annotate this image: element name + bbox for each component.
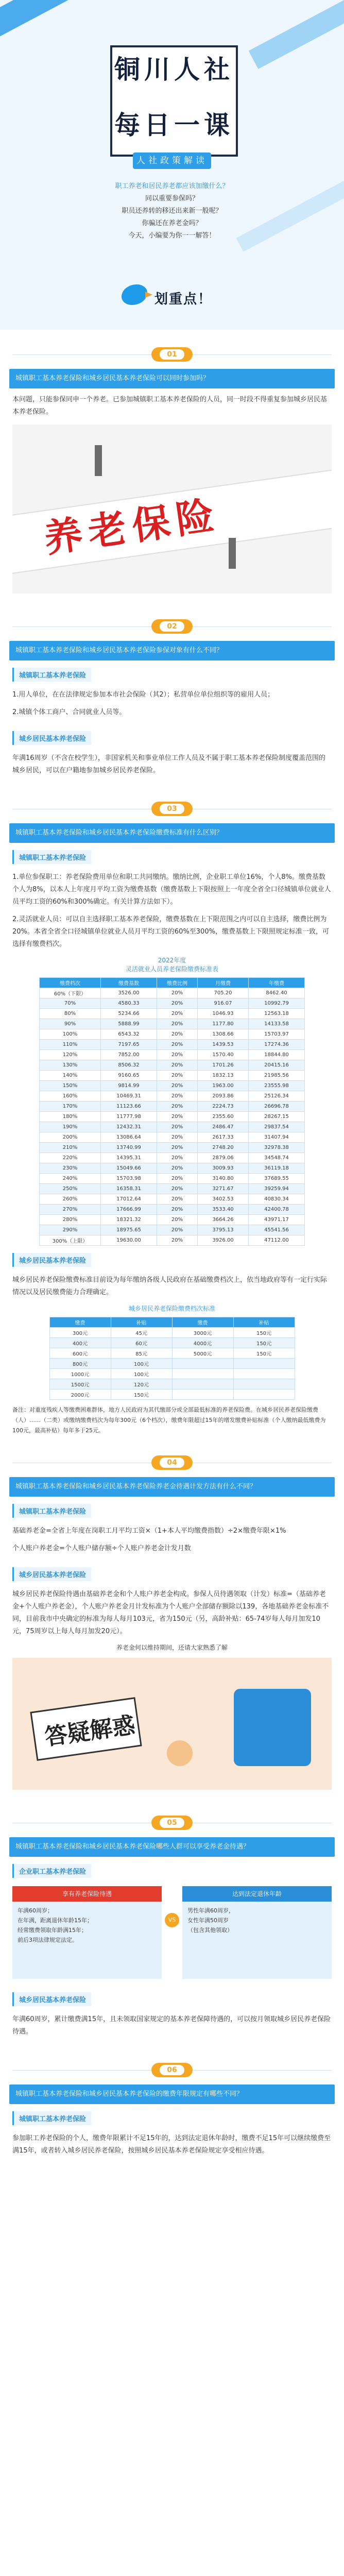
page-title: 铜川人社 xyxy=(114,55,234,84)
table-header-cell: 月缴费 xyxy=(198,978,249,988)
section-number xyxy=(0,612,344,641)
table-cell: 3795.13 xyxy=(198,1225,249,1235)
table-cell: 5000元 xyxy=(172,1348,233,1359)
table-row xyxy=(40,1163,305,1174)
table-row xyxy=(40,1122,305,1132)
table-cell xyxy=(172,1389,233,1400)
table-cell: 140% xyxy=(40,1071,101,1081)
text-block xyxy=(0,2013,344,2038)
table-cell: 6543.32 xyxy=(101,1029,157,1040)
compare-right-text: 男性年满60周岁， 女性年满50周岁 （包含其他领取） xyxy=(187,1907,234,1934)
table-cell: 230% xyxy=(40,1163,101,1174)
table-cell: 29837.54 xyxy=(249,1122,305,1132)
table-cell: 19630.00 xyxy=(101,1235,157,1246)
question-bar: 城镇职工基本养老保险和城乡居民基本养老保险参保对象有什么不同？ xyxy=(9,641,335,660)
table-cell: 20% xyxy=(157,1132,198,1143)
section-01 xyxy=(0,330,344,594)
header-banner xyxy=(0,0,344,330)
comic-character xyxy=(234,1689,311,1766)
table-cell: 14395.31 xyxy=(101,1153,157,1163)
table-cell: 70% xyxy=(40,998,101,1009)
text: 2.灵活就业人员：可以自主选择职工基本养老保险，缴费基数在上下限范围之内可以自主选择，缴费比例为20%。本省全省全口径城镇单位就业人员月平均工资的60%至300%，缴费基数上下限照规定标准一致，可选择有缴费档次。 xyxy=(12,916,329,948)
table-cell: 280% xyxy=(40,1215,101,1225)
comparison-panel xyxy=(12,1886,332,1979)
number-text: 01 xyxy=(160,349,184,360)
text-block xyxy=(0,689,344,719)
table-cell: 150元 xyxy=(233,1348,295,1359)
text: 参加职工养老保险的个人，缴费年限累计不足15年的，达到法定退休年龄时，缴费不足15年可以继续缴费至满15年，或者转入城乡居民养老保险，按照城乡居民基本养老保险规定享受相应待遇。 xyxy=(12,2134,331,2155)
text: 1.用人单位，在在法律规定参加本市社会保险（其2）；私营单位单位组织等的雇用人员； xyxy=(12,691,274,699)
table-cell: 180% xyxy=(40,1112,101,1122)
table-header-cell: 补贴 xyxy=(111,1317,172,1328)
table-cell: 2879.06 xyxy=(198,1153,249,1163)
table-title: 城乡居民养老保险缴费档次标准 xyxy=(128,1305,215,1312)
text: 2.城镇个体工商户、合同就业人员等。 xyxy=(12,708,126,716)
table-cell: 220% xyxy=(40,1153,101,1163)
table-header-cell: 缴费比例 xyxy=(157,978,198,988)
table-cell: 100元 xyxy=(111,1369,172,1379)
table-cell: 20% xyxy=(157,1060,198,1071)
table-cell: 1000元 xyxy=(49,1369,111,1379)
table-cell: 400元 xyxy=(49,1338,111,1348)
table-cell: 20% xyxy=(157,1122,198,1132)
table-cell: 300%（上限） xyxy=(40,1235,101,1246)
table-cell: 8506.32 xyxy=(101,1060,157,1071)
table-cell: 290% xyxy=(40,1225,101,1235)
table-row xyxy=(40,1040,305,1050)
table-cell: 2617.33 xyxy=(198,1132,249,1143)
comic-caption: 养老金何以维持期间，还请大家熟悉了解 xyxy=(116,1644,228,1651)
table-cell: 17012.64 xyxy=(101,1194,157,1205)
table-row xyxy=(40,1019,305,1029)
table-row xyxy=(40,1132,305,1143)
table-row xyxy=(40,1091,305,1101)
table-cell: 11123.66 xyxy=(101,1101,157,1112)
section-number xyxy=(0,2056,344,2084)
subhead: 城镇职工基本养老保险 xyxy=(12,2111,91,2125)
table-cell: 80% xyxy=(40,1009,101,1019)
table-cell: 1439.53 xyxy=(198,1040,249,1050)
table-cell: 150元 xyxy=(233,1338,295,1348)
table-cell: 23555.98 xyxy=(249,1081,305,1091)
table-cell: 2093.86 xyxy=(198,1091,249,1101)
table-cell: 7852.00 xyxy=(101,1050,157,1060)
table-cell: 18321.32 xyxy=(101,1215,157,1225)
table-cell: 20% xyxy=(157,1143,198,1153)
subtitle-badge: 人社政策解读 xyxy=(133,152,211,169)
table-cell: 20% xyxy=(157,1215,198,1225)
table-row xyxy=(49,1348,295,1359)
table-cell: 2355.60 xyxy=(198,1112,249,1122)
compare-left xyxy=(12,1886,162,1979)
table-row xyxy=(40,1143,305,1153)
title-box xyxy=(110,103,238,157)
question-bar: 城镇职工基本养老保险和城乡居民基本养老保险哪些人群可以享受养老金待遇？ xyxy=(9,1837,335,1857)
table-row xyxy=(40,1112,305,1122)
table-cell: 2486.47 xyxy=(198,1122,249,1132)
note-text: 备注：对重度残疾人等缴费困难群体，地方人民政府为其代缴部分或全部最低标准的养老保险费。在城乡居民养老保险缴费（人）……（二类）或缴纳缴费档次为每年300元（6个档次），缴费年限超过15年的增发缴费补贴标准（个人缴纳最低缴费为100元，最高补贴）每年多于25元。 xyxy=(12,1406,326,1434)
compare-left-text: 年满60周岁； 在年满，距离退休年龄15年； 经常缴费领取年龄满15年； 前后3项法律规定法定。 xyxy=(18,1907,93,1943)
table-cell: 3526.00 xyxy=(101,988,157,998)
intro-line: 今天，小编要为你一一解答！ xyxy=(128,232,216,240)
number-text: 06 xyxy=(160,2065,184,2075)
table-cell: 1308.66 xyxy=(198,1029,249,1040)
section-number xyxy=(0,1448,344,1477)
table-cell: 20% xyxy=(157,1112,198,1122)
text-block xyxy=(0,871,344,951)
table-cell: 10469.31 xyxy=(101,1091,157,1101)
table-cell: 3000元 xyxy=(172,1328,233,1338)
section-number xyxy=(0,340,344,369)
decor-stripe xyxy=(249,0,344,69)
table-cell: 1570.40 xyxy=(198,1050,249,1060)
number-text: 05 xyxy=(160,1818,184,1828)
table-title-text: 灵活就业人员养老保险缴费标准表 xyxy=(125,965,218,973)
contribution-table xyxy=(39,977,305,1246)
table-cell: 18844.80 xyxy=(249,1050,305,1060)
table-cell: 9814.99 xyxy=(101,1081,157,1091)
section-05 xyxy=(0,1796,344,2038)
table-cell: 11777.98 xyxy=(101,1112,157,1122)
table-cell: 7197.65 xyxy=(101,1040,157,1050)
table-cell: 13086.64 xyxy=(101,1132,157,1143)
table-row xyxy=(40,1060,305,1071)
table-row xyxy=(40,1153,305,1163)
comic-image xyxy=(12,1658,332,1790)
table-cell: 4000元 xyxy=(172,1338,233,1348)
table-cell: 90% xyxy=(40,1019,101,1029)
number-badge xyxy=(151,347,193,362)
table-cell: 20% xyxy=(157,1040,198,1050)
table-cell: 3926.00 xyxy=(198,1235,249,1246)
table-cell: 150元 xyxy=(111,1389,172,1400)
highlight-title: 划重点！ xyxy=(154,292,213,307)
comic-face-icon xyxy=(167,1740,193,1766)
subhead: 城乡居民基本养老保险 xyxy=(12,1992,91,2006)
table-cell xyxy=(233,1359,295,1369)
number-badge xyxy=(151,1816,193,1830)
section-03 xyxy=(0,782,344,1436)
table-row xyxy=(40,1071,305,1081)
table-cell: 3402.53 xyxy=(198,1194,249,1205)
intro-text xyxy=(0,180,344,242)
vs-badge: VS xyxy=(165,1913,179,1927)
compare-left-header: 享有养老保险待遇 xyxy=(12,1886,162,1902)
table-row xyxy=(49,1359,295,1369)
table-cell: 9160.65 xyxy=(101,1071,157,1081)
table-cell: 300元 xyxy=(49,1328,111,1338)
comic-label: 答疑解惑 xyxy=(43,1711,137,1751)
number-badge xyxy=(151,619,193,634)
table-cell: 3140.80 xyxy=(198,1174,249,1184)
table-cell: 260% xyxy=(40,1194,101,1205)
table-cell: 200% xyxy=(40,1132,101,1143)
table-cell: 20% xyxy=(157,1091,198,1101)
table-cell: 28267.15 xyxy=(249,1112,305,1122)
table-header-cell: 缴费基数 xyxy=(101,978,157,988)
table-row xyxy=(40,1101,305,1112)
pension-image xyxy=(12,425,332,594)
table-cell: 1177.80 xyxy=(198,1019,249,1029)
table-cell: 5888.99 xyxy=(101,1019,157,1029)
table-cell: 600元 xyxy=(49,1348,111,1359)
text: 1.单位参保职工：养老保险费用单位和职工共同缴纳。缴纳比例，企业职工单位16%，个人8%。缴费基数个人为8%，以本人上年度月平均工资为缴费基数（缴费基数上下限按照上一年度全省全口径城镇单位就业人员平均工资的60%和300%确定。有关计算方法如下）。 xyxy=(12,873,331,906)
section-02 xyxy=(0,600,344,777)
table-header-cell: 缴费 xyxy=(49,1317,111,1328)
table-cell xyxy=(172,1379,233,1389)
table-cell: 85元 xyxy=(111,1348,172,1359)
table-cell: 15703.97 xyxy=(249,1029,305,1040)
table-header-cell: 补贴 xyxy=(233,1317,295,1328)
table-row xyxy=(40,998,305,1009)
table-header-cell: 年缴费 xyxy=(249,978,305,988)
table-cell: 800元 xyxy=(49,1359,111,1369)
table-cell: 1701.26 xyxy=(198,1060,249,1071)
table-cell: 37689.55 xyxy=(249,1174,305,1184)
subhead: 城乡居民基本养老保险 xyxy=(12,731,91,745)
table-row xyxy=(40,1205,305,1215)
table-title xyxy=(0,956,344,973)
table-row xyxy=(40,1029,305,1040)
table-cell: 60元 xyxy=(111,1338,172,1348)
text-block xyxy=(0,2132,344,2157)
table-cell: 20% xyxy=(157,998,198,1009)
figure-person-icon xyxy=(95,445,102,476)
table-cell: 39259.94 xyxy=(249,1184,305,1194)
table-cell: 14133.58 xyxy=(249,1019,305,1029)
table-cell: 130% xyxy=(40,1060,101,1071)
question-bar: 城镇职工基本养老保险和城乡居民基本养老保险的缴费年限规定有哪些不同？ xyxy=(9,2084,335,2104)
table-cell xyxy=(233,1389,295,1400)
table-cell: 20% xyxy=(157,1174,198,1184)
table-cell: 45元 xyxy=(111,1328,172,1338)
table-cell: 1963.00 xyxy=(198,1081,249,1091)
compare-right xyxy=(182,1886,332,1979)
table-cell: 2748.20 xyxy=(198,1143,249,1153)
table-cell: 120% xyxy=(40,1050,101,1060)
table-cell: 20% xyxy=(157,1163,198,1174)
table-cell: 20% xyxy=(157,1071,198,1081)
table-row xyxy=(49,1369,295,1379)
table-cell: 250% xyxy=(40,1184,101,1194)
table-cell: 45541.56 xyxy=(249,1225,305,1235)
image-headline: 养老保险 xyxy=(41,493,223,561)
page-title-line2: 每日一课 xyxy=(114,111,234,140)
table-cell: 150元 xyxy=(233,1328,295,1338)
bird-beak-icon xyxy=(145,292,152,298)
number-badge xyxy=(151,802,193,816)
answer-text: 本问题，只能参保同申一个养老。已参加城镇职工基本养老保险的人员，同一时段不得重复参加城乡居民基本养老保险。 xyxy=(12,396,328,416)
number-badge xyxy=(151,2063,193,2077)
section-06 xyxy=(0,2043,344,2157)
table-cell: 40830.34 xyxy=(249,1194,305,1205)
decor-stripe xyxy=(0,0,101,45)
table-cell: 100% xyxy=(40,1029,101,1040)
table-cell: 18975.65 xyxy=(101,1225,157,1235)
table-cell: 4580.33 xyxy=(101,998,157,1009)
table-cell: 20% xyxy=(157,1029,198,1040)
table-cell: 1046.93 xyxy=(198,1009,249,1019)
number-badge xyxy=(151,1455,193,1470)
table-row xyxy=(49,1389,295,1400)
table-row xyxy=(40,1215,305,1225)
table-cell: 20% xyxy=(157,1184,198,1194)
table-cell: 20% xyxy=(157,1235,198,1246)
table-cell: 34548.74 xyxy=(249,1153,305,1163)
table-cell: 160% xyxy=(40,1091,101,1101)
text: 年满60周岁，累计缴费满15年，且未领取国家规定的基本养老保障待遇的，可以按月领取城乡居民养老保险待遇。 xyxy=(12,2015,331,2036)
table-cell: 20% xyxy=(157,1050,198,1060)
table-cell: 1500元 xyxy=(49,1379,111,1389)
table-cell: 20% xyxy=(157,1153,198,1163)
compare-right-header: 达到法定退休年龄 xyxy=(182,1886,332,1902)
table-cell: 170% xyxy=(40,1101,101,1112)
table-cell: 3271.67 xyxy=(198,1184,249,1194)
text-block xyxy=(0,752,344,777)
table-cell: 25126.34 xyxy=(249,1091,305,1101)
intro-line: 职员还养转的移还出来新一般呢？ xyxy=(122,207,222,215)
intro-line: 职工养老和居民养老都应该加缴什么？ xyxy=(115,182,229,190)
table-cell: 20% xyxy=(157,1194,198,1205)
table-cell: 15703.98 xyxy=(101,1174,157,1184)
table-cell: 120元 xyxy=(111,1379,172,1389)
question-bar: 城镇职工基本养老保险和城乡居民基本养老保险可以同时参加吗？ xyxy=(9,369,335,388)
table-cell: 5234.66 xyxy=(101,1009,157,1019)
table-row xyxy=(40,1235,305,1246)
table-row xyxy=(40,1174,305,1184)
table-cell xyxy=(172,1359,233,1369)
table-cell: 3009.93 xyxy=(198,1163,249,1174)
number-text: 03 xyxy=(160,804,184,814)
table-cell: 2224.73 xyxy=(198,1101,249,1112)
table-cell: 31407.94 xyxy=(249,1132,305,1143)
table-cell: 20% xyxy=(157,1019,198,1029)
table-cell: 270% xyxy=(40,1205,101,1215)
table-cell: 210% xyxy=(40,1143,101,1153)
table-cell: 17274.36 xyxy=(249,1040,305,1050)
table-cell: 20% xyxy=(157,1081,198,1091)
table-cell: 190% xyxy=(40,1122,101,1132)
table-row xyxy=(40,1009,305,1019)
question-bar: 城镇职工基本养老保险和城乡居民基本养老保险缴费标准有什么区别？ xyxy=(9,823,335,843)
text: 个人账户养老金=个人账户储存额÷个人账户养老金计发月数 xyxy=(12,1545,191,1552)
table-cell: 150% xyxy=(40,1081,101,1091)
subhead: 城镇职工基本养老保险 xyxy=(12,668,91,682)
table-header-cell: 缴费 xyxy=(172,1317,233,1328)
table-cell: 10992.79 xyxy=(249,998,305,1009)
table-cell: 100元 xyxy=(111,1359,172,1369)
table-cell: 20% xyxy=(157,1225,198,1235)
table-cell: 32978.38 xyxy=(249,1143,305,1153)
question-bar: 城镇职工基本养老保险和城乡居民基本养老保险养老金待遇计发方法有什么不同？ xyxy=(9,1477,335,1497)
text: 城乡居民养老保险待遇由基础养老金和个人账户养老金构成。参保人员待遇领取（计发）标准=（基础养老金+个人账户养老金），个人账户养老金月计发标准为个人账户全部储存额除以139，各地基础养老金标准不同，目前我市中央确定的标准为每人每月103元，省为150元（另，高龄补贴：65-74岁每人每月加发10元，75周岁以上每人每月加发20元）。 xyxy=(12,1590,329,1635)
table-cell: 3664.26 xyxy=(198,1215,249,1225)
subhead: 城镇职工基本养老保险 xyxy=(12,1504,91,1518)
table-title-year: 2022年度 xyxy=(158,957,186,964)
table-cell: 16358.31 xyxy=(101,1184,157,1194)
table-cell: 3533.40 xyxy=(198,1205,249,1215)
number-text: 04 xyxy=(160,1458,184,1468)
table-cell: 8462.40 xyxy=(249,988,305,998)
table-cell: 20% xyxy=(157,1101,198,1112)
table-cell: 15049.66 xyxy=(101,1163,157,1174)
table-cell: 705.20 xyxy=(198,988,249,998)
table-cell xyxy=(233,1379,295,1389)
table-row xyxy=(49,1338,295,1348)
table-cell: 26696.78 xyxy=(249,1101,305,1112)
table-cell: 240% xyxy=(40,1174,101,1184)
section-04 xyxy=(0,1436,344,1790)
bird-icon xyxy=(122,284,147,305)
table-cell: 36119.18 xyxy=(249,1163,305,1174)
table-cell: 916.07 xyxy=(198,998,249,1009)
table-cell: 42400.78 xyxy=(249,1205,305,1215)
text: 基础养老金=全省上年度在岗职工月平均工资×（1+本人平均缴费指数）÷2×缴费年限×1% xyxy=(12,1527,286,1535)
number-text: 02 xyxy=(160,621,184,632)
subhead: 企业职工基本养老保险 xyxy=(12,1864,91,1878)
table-cell: 1832.13 xyxy=(198,1071,249,1081)
figure-person-icon xyxy=(229,538,236,569)
table-cell: 2000元 xyxy=(49,1389,111,1400)
subhead: 城乡居民基本养老保险 xyxy=(12,1253,91,1267)
table-cell: 17666.99 xyxy=(101,1205,157,1215)
table-row xyxy=(49,1379,295,1389)
intro-line: 同以重要参保吗？ xyxy=(145,195,199,202)
table-cell: 20% xyxy=(157,1009,198,1019)
table-row xyxy=(40,1050,305,1060)
table-header-cell: 缴费档次 xyxy=(40,978,101,988)
table-row xyxy=(40,1194,305,1205)
table-row xyxy=(40,988,305,998)
table-cell: 47112.00 xyxy=(249,1235,305,1246)
text-block xyxy=(0,1274,344,1299)
table-row xyxy=(40,1184,305,1194)
table-cell: 60%（下限） xyxy=(40,988,101,998)
table-cell xyxy=(172,1369,233,1379)
section-number xyxy=(0,1808,344,1837)
text: 城乡居民养老保险缴费标准目前设为每年缴纳各级人民政府在基础缴费档次上，依当地政府等有一定行实际情况以及居民缴费能力合理确定。 xyxy=(12,1276,328,1296)
text-block xyxy=(0,1525,344,1555)
table-row xyxy=(49,1328,295,1338)
resident-table xyxy=(49,1317,295,1400)
table-cell xyxy=(233,1369,295,1379)
answer-block xyxy=(0,394,344,418)
text-block xyxy=(0,1588,344,1638)
table-cell: 21985.56 xyxy=(249,1071,305,1081)
title-box xyxy=(110,45,238,106)
subhead: 城镇职工基本养老保险 xyxy=(12,850,91,864)
table-cell: 12563.18 xyxy=(249,1009,305,1019)
table-cell: 43971.17 xyxy=(249,1215,305,1225)
table-row xyxy=(40,1225,305,1235)
text: 年满16周岁（不含在校学生），非国家机关和事业单位工作人员及不属于职工基本养老保险制度覆盖范围的城乡居民，可以在户籍地参加城乡居民养老保险。 xyxy=(12,754,326,774)
table-cell: 20% xyxy=(157,1205,198,1215)
intro-line: 你骗还在养老金吗？ xyxy=(142,219,202,227)
table-cell: 20% xyxy=(157,988,198,998)
table-cell: 12432.31 xyxy=(101,1122,157,1132)
table-cell: 110% xyxy=(40,1040,101,1050)
table-cell: 20415.16 xyxy=(249,1060,305,1071)
subhead: 城乡居民基本养老保险 xyxy=(12,1567,91,1581)
section-number xyxy=(0,794,344,823)
table-cell: 13740.99 xyxy=(101,1143,157,1153)
table-row xyxy=(40,1081,305,1091)
